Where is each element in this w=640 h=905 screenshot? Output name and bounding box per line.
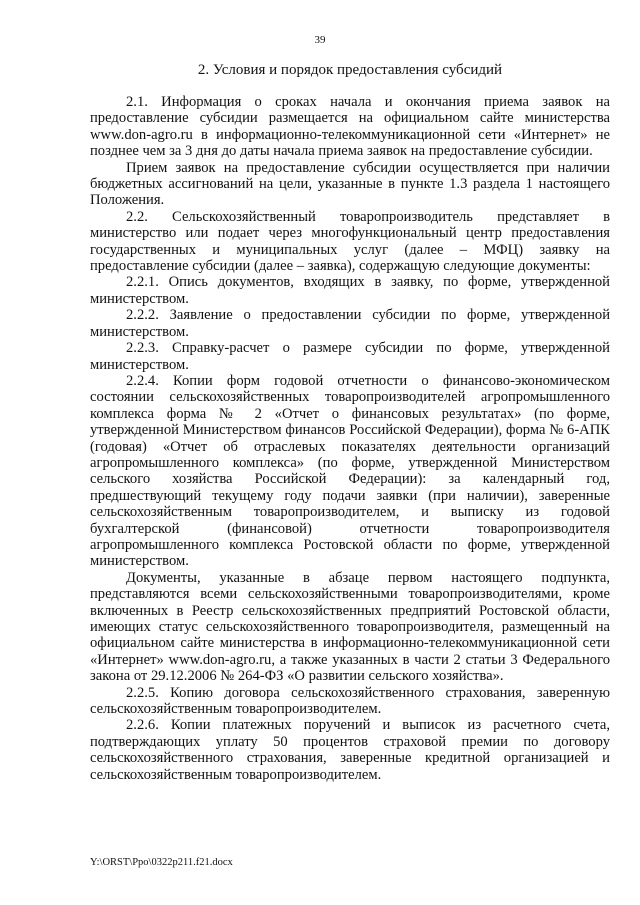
paragraph-2-2-2: 2.2.2. Заявление о предоставлении субсидии по форме, утвержденной министерством. <box>90 307 610 340</box>
document-body <box>90 94 610 783</box>
paragraph-2-2-6: 2.2.6. Копии платежных поручений и выписок из расчетного счета, подтверждающих уплату 50 процентов страховой премии по договору сельскохозяйственного страхования, заверенные кредитной организацией и сельскохозяйственным товаропроизводителем. <box>90 717 610 783</box>
paragraph-documents-note: Документы, указанные в абзаце первом настоящего подпункта, представляются всеми сельскохозяйственными товаропроизводителями, кроме включенных в Реестр сельскохозяйственных предприятий Ростовской области, имеющих статус сельскохозяйственного товаропроизводителя, размещенный на официальном сайте министерства в информационно-телекоммуникационной сети «Интернет» www.don-agro.ru, а также указанных в части 2 статьи 3 Федерального закона от 29.12.2006 № 264-ФЗ «О развитии сельского хозяйства». <box>90 569 610 685</box>
page-number: 39 <box>314 34 326 46</box>
paragraph-2-2-3: 2.2.3. Справку-расчет о размере субсидии по форме, утвержденной министерством. <box>90 340 610 373</box>
footer-file-path: Y:\ORST\Ppo\0322p211.f21.docx <box>90 857 233 868</box>
paragraph-2-2-4: 2.2.4. Копии форм годовой отчетности о финансово-экономическом состоянии сельскохозяйственных товаропроизводителей агропромышленного комплекса форма № 2 «Отчет о финансовых результатах» (по форме, утвержденной Министерством финансов Российской Федерации), форма № 6-АПК (годовая) «Отчет об отраслевых показателях деятельности организаций агропромышленного комплекса» (по форме, утвержденной Министерством сельского хозяйства Российской Федерации): за календарный год, предшествующий текущему году подачи заявки (при наличии), заверенные сельскохозяйственным товаропроизводителем, и выписку из годовой бухгалтерской (финансовой) отчетности товаропроизводителя агропромышленного комплекса Ростовской области по форме, утвержденной министерством. <box>90 372 610 570</box>
section-title: 2. Условия и порядок предоставления субсидий <box>197 62 503 78</box>
paragraph-2-2: 2.2. Сельскохозяйственный товаропроизводитель представляет в министерство или подает через многофункциональный центр предоставления государственных и муниципальных услуг (далее – МФЦ) заявку на предоставление субсидии (далее – заявка), содержащую следующие документы: <box>90 208 610 275</box>
paragraph-2-2-5: 2.2.5. Копию договора сельскохозяйственного страхования, заверенную сельскохозяйственным товаропроизводителем. <box>90 684 610 718</box>
paragraph-2-1: 2.1. Информация о сроках начала и окончания приема заявок на предоставление субсидии размещается на официальном сайте министерства www.don-agro.ru в информационно-телекоммуникационной сети «Интернет» не позднее чем за 3 дня до даты начала приема заявок на предоставление субсидии. <box>90 94 610 160</box>
paragraph-application-acceptance: Прием заявок на предоставление субсидии осуществляется при наличии бюджетных ассигнований на цели, указанные в пункте 1.3 раздела 1 настоящего Положения. <box>90 159 610 209</box>
paragraph-2-2-1: 2.2.1. Опись документов, входящих в заявку, по форме, утвержденной министерством. <box>90 274 610 307</box>
